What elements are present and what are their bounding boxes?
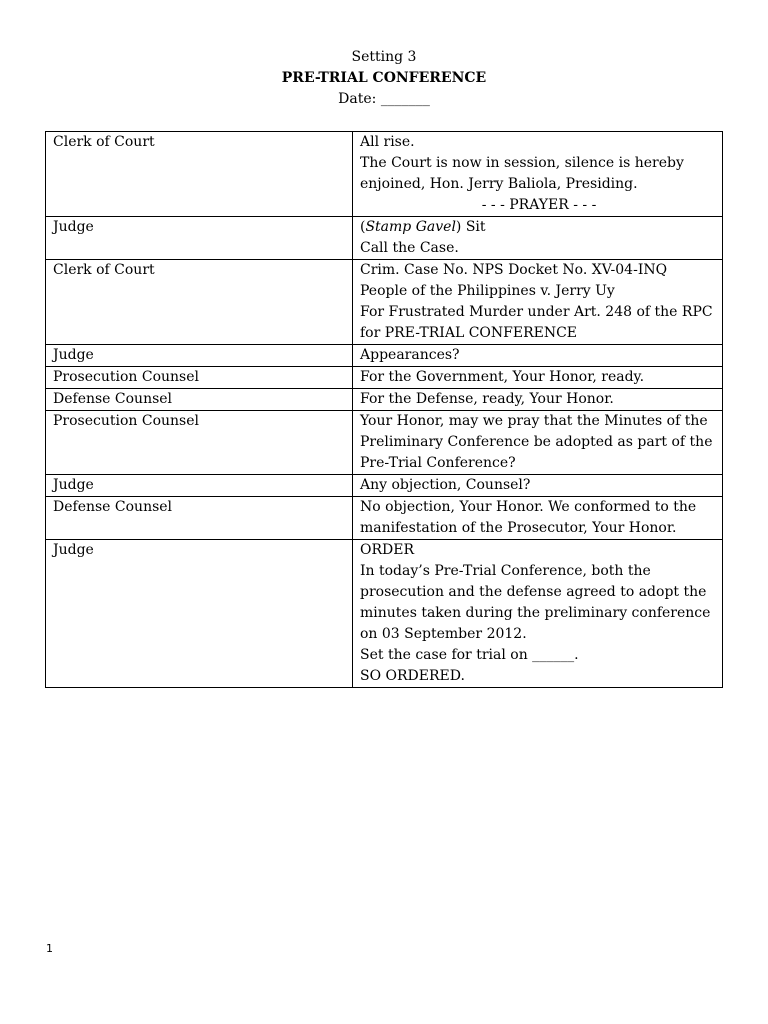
prayer-line: - - - PRAYER - - -: [481, 197, 597, 213]
setting-label: Setting 3: [351, 49, 417, 65]
speaker-cell: Prosecution Counsel: [46, 367, 353, 389]
dialogue-line: SO ORDERED.: [360, 668, 465, 684]
speaker-cell: Defense Counsel: [46, 389, 353, 411]
dialogue-cell: [353, 367, 723, 389]
dialogue-cell: [353, 389, 723, 411]
script-table: [45, 131, 723, 688]
table-row: [46, 389, 723, 411]
speaker-cell: Prosecution Counsel: [46, 411, 353, 475]
table-row: [46, 260, 723, 345]
dialogue-line: Set the case for trial on ______.: [360, 647, 579, 663]
speaker-cell: Clerk of Court: [46, 132, 353, 217]
dialogue-cell: [353, 260, 723, 345]
speaker-cell: Judge: [46, 217, 353, 260]
dialogue-line: Crim. Case No. NPS Docket No. XV-04-INQ: [360, 262, 668, 278]
dialogue-line: In today’s Pre-Trial Conference, both the prosecution and the defense agreed to adopt the minutes taken during the preliminary conference on 03 September 2012.: [360, 563, 711, 642]
speaker-cell: Judge: [46, 475, 353, 497]
table-row: [46, 497, 723, 540]
dialogue-line: The Court is now in session, silence is hereby enjoined, Hon. Jerry Baliola, Presiding.: [360, 155, 684, 192]
table-row: [46, 217, 723, 260]
dialogue-line: For the Defense, ready, Your Honor.: [360, 391, 614, 407]
speaker-cell: Judge: [46, 345, 353, 367]
speaker-cell: Defense Counsel: [46, 497, 353, 540]
dialogue-line: People of the Philippines v. Jerry Uy: [360, 283, 615, 299]
dialogue-line: Appearances?: [360, 347, 460, 363]
dialogue-cell: [353, 345, 723, 367]
table-row: [46, 367, 723, 389]
dialogue-line: Any objection, Counsel?: [360, 477, 531, 493]
dialogue-cell: [353, 540, 723, 688]
dialogue-line: For Frustrated Murder under Art. 248 of the RPC for PRE-TRIAL CONFERENCE: [360, 304, 713, 341]
dialogue-line: No objection, Your Honor. We conformed to the manifestation of the Prosecutor, Your Honor.: [360, 499, 697, 536]
dialogue-line: For the Government, Your Honor, ready.: [360, 369, 645, 385]
speaker-cell: Clerk of Court: [46, 260, 353, 345]
table-row: [46, 540, 723, 688]
dialogue-line: Call the Case.: [360, 240, 459, 256]
stage-direction-tail: Sit: [461, 219, 486, 235]
document-header: [0, 47, 768, 110]
document-title: PRE-TRIAL CONFERENCE: [281, 70, 487, 86]
dialogue-line: Your Honor, may we pray that the Minutes of the Preliminary Conference be adopted as part of the Pre-Trial Conference?: [360, 413, 713, 471]
dialogue-cell: [353, 497, 723, 540]
table-row: [46, 411, 723, 475]
page-number: 1: [46, 942, 53, 955]
dialogue-cell: [353, 411, 723, 475]
date-line: Date: _______: [338, 91, 430, 107]
dialogue-line: All rise.: [360, 134, 415, 150]
speaker-cell: Judge: [46, 540, 353, 688]
dialogue-cell: [353, 217, 723, 260]
table-row: [46, 475, 723, 497]
stage-direction: Stamp Gavel: [365, 219, 456, 235]
dialogue-cell: [353, 132, 723, 217]
stage-direction-line: (Stamp Gavel) Sit: [360, 219, 486, 235]
table-row: [46, 132, 723, 217]
order-heading: ORDER: [360, 542, 415, 558]
table-row: [46, 345, 723, 367]
dialogue-cell: [353, 475, 723, 497]
